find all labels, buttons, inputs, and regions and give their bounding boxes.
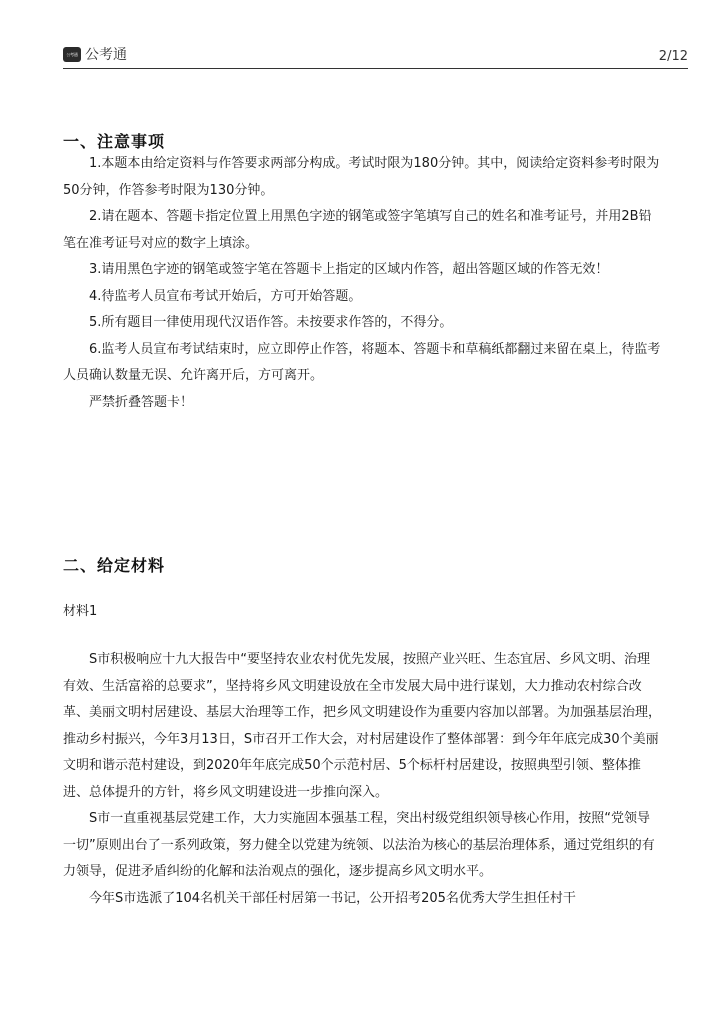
note-paragraph: 3.请用黑色字迹的钢笔或签字笔在答题卡上指定的区域内作答，超出答题区域的作答无效！ (89, 262, 609, 277)
material-body (63, 647, 661, 912)
note-paragraph: 2.请在题本、答题卡指定位置上用黑色字迹的钢笔或签字笔填写自己的姓名和准考证号，并用2B铅笔在准考证号对应的数字上填涂。 (63, 209, 652, 251)
page-header (63, 44, 688, 69)
notes-body (63, 151, 661, 416)
material-paragraph: 今年S市选派了104名机关干部任村居第一书记，公开招考205名优秀大学生担任村干 (89, 890, 576, 906)
material-paragraph: S市一直重视基层党建工作，大力实施固本强基工程，突出村级党组织领导核心作用，按照“党领导一切”原则出台了一系列政策，努力健全以党建为统领、以法治为核心的基层治理体系，通过党组织的有力领导，促进矛盾纠纷的化解和法治观点的强化，逐步提高乡风文明水平。 (63, 811, 655, 879)
logo-badge-icon: 公考通 (63, 47, 81, 62)
logo-text: 公考通 (85, 47, 127, 63)
material-label: 材料1 (63, 604, 98, 619)
material-paragraph: S市积极响应十九大报告中“要坚持农业农村优先发展，按照产业兴旺、生态宜居、乡风文明、治理有效、生活富裕的总要求”，坚持将乡风文明建设放在全市发展大局中进行谋划，大力推动农村综合改革、美丽文明村居建设、基层大治理等工作，把乡风文明建设作为重要内容加以部署。为加强基层治理，推动乡村振兴，今年3月13日，S市召开工作大会，对村居建设作了整体部署：到今年年底完成30个美丽文明和谐示范村建设，到2020年年底完成50个示范村居、5个标杆村居建设，按照典型引领、整体推进、总体提升的方针，将乡风文明建设进一步推向深入。 (63, 652, 662, 800)
logo (63, 44, 127, 64)
page-number: 2/12 (658, 49, 688, 64)
note-paragraph: 6.监考人员宣布考试结束时，应立即停止作答，将题本、答题卡和草稿纸都翻过来留在桌上，待监考人员确认数量无误、允许离开后，方可离开。 (63, 341, 661, 383)
note-paragraph: 5.所有题目一律使用现代汉语作答。未按要求作答的，不得分。 (89, 315, 453, 330)
note-paragraph: 严禁折叠答题卡！ (89, 394, 194, 410)
section-title-materials: 二、给定材料 (63, 556, 166, 575)
note-paragraph: 1.本题本由给定资料与作答要求两部分构成。考试时限为180分钟。其中，阅读给定资料参考时限为50分钟，作答参考时限为130分钟。 (63, 156, 660, 198)
section-title-notes: 一、注意事项 (63, 132, 166, 151)
note-paragraph: 4.待监考人员宣布考试开始后，方可开始答题。 (89, 288, 362, 304)
